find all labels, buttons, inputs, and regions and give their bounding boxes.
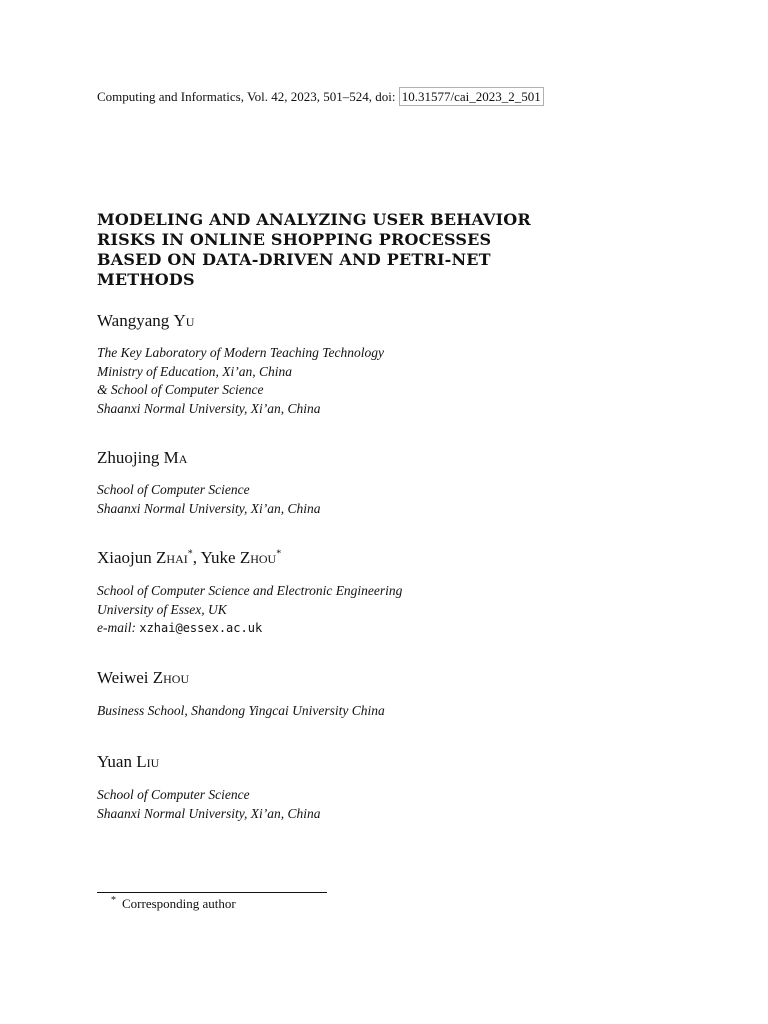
citation-header [97, 89, 544, 105]
author-family-name: Yu [173, 311, 195, 330]
citation-text: Computing and Informatics, Vol. 42, 2023, 501–524, doi: [97, 89, 399, 104]
author-affiliation [97, 344, 384, 418]
footnote-rule [97, 892, 327, 893]
author-name [97, 752, 159, 772]
author-name [97, 548, 281, 568]
author-family-name: Zhou [239, 548, 277, 567]
doi-link[interactable]: 10.31577/cai_2023_2_501 [399, 87, 544, 106]
author-affiliation [97, 786, 321, 823]
author-given-name: Zhuojing [97, 448, 160, 467]
affiliation-line: School of Computer Science [97, 482, 250, 497]
footnote [111, 896, 236, 912]
affiliation-line: School of Computer Science and Electronic Engineering [97, 583, 403, 598]
author-family-name: Zhai [156, 548, 188, 567]
author-family-name: Ma [163, 448, 188, 467]
affiliation-line: University of Essex, UK [97, 601, 227, 617]
author-family-name: Liu [136, 752, 160, 771]
title-line: MODELING AND ANALYZING USER BEHAVIOR [97, 210, 531, 229]
footnote-marker: * [111, 894, 116, 906]
paper-title [97, 210, 637, 290]
affiliation-line: Shaanxi Normal University, Xi’an, China [97, 805, 321, 821]
affiliation-line: Business School, Shandong Yingcai University China [97, 703, 385, 718]
title-line: METHODS [97, 270, 195, 289]
author-affiliation [97, 702, 385, 721]
author-family-name: Zhou [152, 668, 190, 687]
author-affiliation [97, 582, 402, 638]
affiliation-line: The Key Laboratory of Modern Teaching Technology [97, 345, 384, 360]
email-label: e-mail: [97, 620, 140, 635]
author-given-name: Xiaojun [97, 548, 152, 567]
author-given-name: Wangyang [97, 311, 170, 330]
corresponding-marker: * [187, 548, 193, 560]
footnote-text: Corresponding author [122, 896, 236, 911]
affiliation-line: Shaanxi Normal University, Xi’an, China [97, 400, 321, 416]
title-line: RISKS IN ONLINE SHOPPING PROCESSES [97, 230, 492, 249]
affiliation-line: Ministry of Education, Xi’an, China [97, 363, 292, 379]
author-name [97, 311, 194, 331]
author-given-name: Yuan [97, 752, 132, 771]
author-affiliation [97, 481, 321, 518]
affiliation-line: & School of Computer Science [97, 382, 264, 397]
email-address[interactable]: xzhai@essex.ac.uk [139, 621, 263, 635]
affiliation-line: Shaanxi Normal University, Xi’an, China [97, 500, 321, 516]
author-name [97, 668, 189, 688]
author-separator: , [192, 548, 201, 567]
title-line: BASED ON DATA-DRIVEN AND PETRI-NET [97, 250, 491, 269]
corresponding-marker: * [276, 548, 282, 560]
affiliation-line: School of Computer Science [97, 787, 250, 802]
author-name [97, 448, 187, 468]
email-line [97, 619, 402, 638]
author-given-name: Weiwei [97, 668, 149, 687]
author-given-name: Yuke [200, 548, 236, 567]
